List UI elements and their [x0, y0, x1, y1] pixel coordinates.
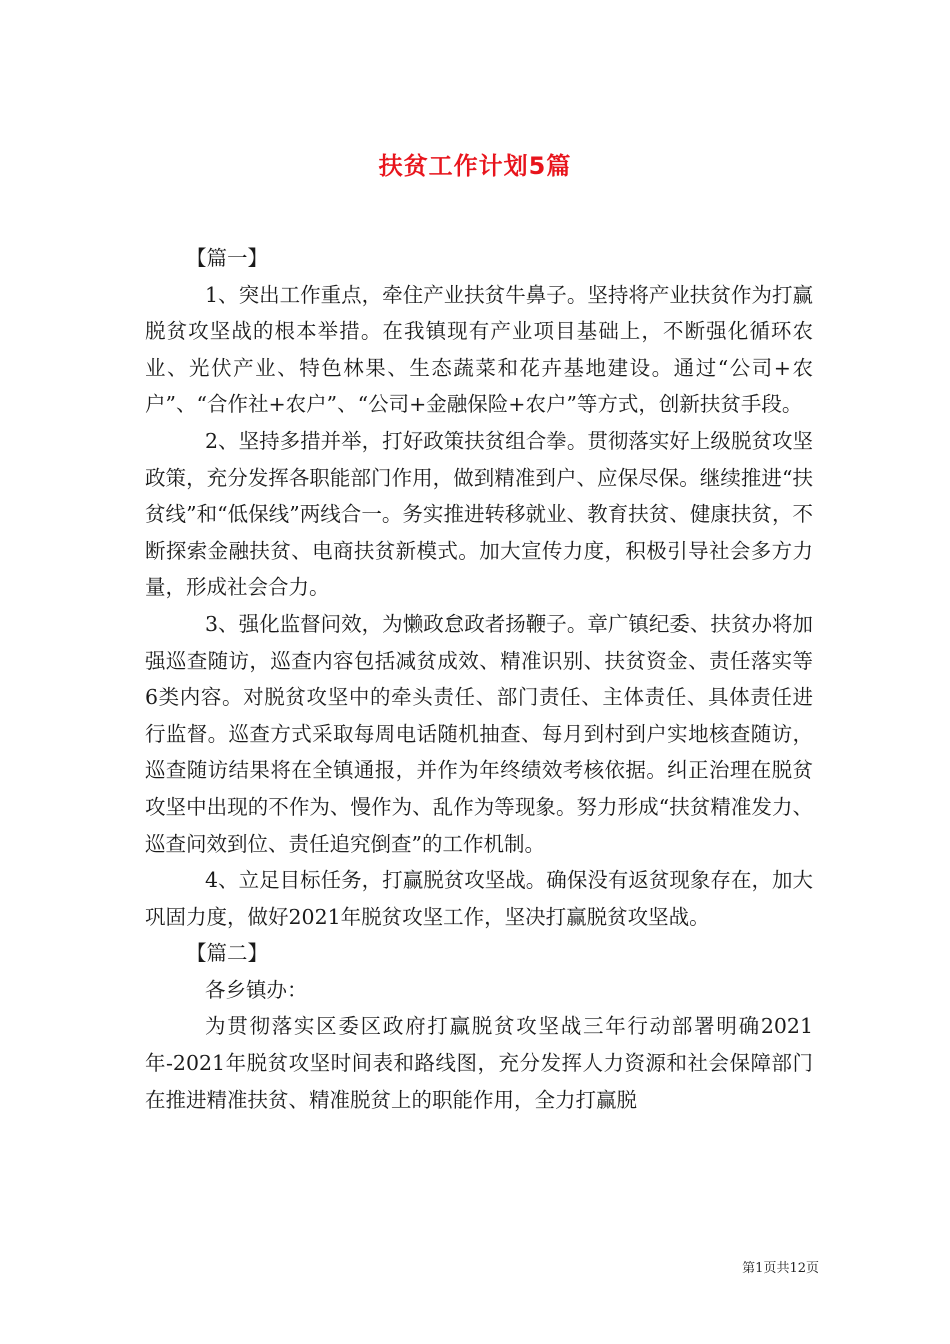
body-paragraph: 为贯彻落实区委区政府打赢脱贫攻坚战三年行动部署明确2021年-2021年脱贫攻坚时间表和路线图，充分发挥人力资源和社会保障部门在推进精准扶贫、精准脱贫上的职能作用，全力打赢脱 — [145, 1014, 813, 1112]
document-body — [145, 240, 813, 1118]
document-title: 扶贫工作计划5篇 — [378, 152, 572, 181]
body-paragraph: 4、立足目标任务，打赢脱贫攻坚战。确保没有返贫现象存在，加大巩固力度，做好2021年脱贫攻坚工作，坚决打赢脱贫攻坚战。 — [145, 868, 813, 929]
body-paragraph: 1、突出工作重点，牵住产业扶贫牛鼻子。坚持将产业扶贫作为打赢脱贫攻坚战的根本举措。在我镇现有产业项目基础上，不断强化循环农业、光伏产业、特色林果、生态蔬菜和花卉基地建设。通过“公司+农户”、“合作社+农户”、“公司+金融保险+农户”等方式，创新扶贫手段。 — [145, 282, 813, 417]
body-paragraph: 2、坚持多措并举，打好政策扶贫组合拳。贯彻落实好上级脱贫攻坚政策，充分发挥各职能部门作用，做到精准到户、应保尽保。继续推进“扶贫线”和“低保线”两线合一。务实推进转移就业、教育扶贫、健康扶贫，不断探索金融扶贫、电商扶贫新模式。加大宣传力度，积极引导社会多方力量，形成社会合力。 — [145, 428, 813, 600]
salutation: 各乡镇办： — [205, 977, 308, 1002]
section-heading: 【篇二】 — [186, 941, 268, 966]
section-heading: 【篇一】 — [186, 246, 268, 270]
body-paragraph: 3、强化监督问效，为懒政怠政者扬鞭子。章广镇纪委、扶贫办将加强巡查随访，巡查内容包括减贫成效、精准识别、扶贫资金、责任落实等6类内容。对脱贫攻坚中的牵头责任、部门责任、主体责任、具体责任进行监督。巡查方式采取每周电话随机抽查、每月到村到户实地核查随访，巡查随访结果将在全镇通报，并作为年终绩效考核依据。纠正治理在脱贫攻坚中出现的不作为、慢作为、乱作为等现象。努力形成“扶贫精准发力、巡查问效到位、责任追究倒查”的工作机制。 — [145, 611, 813, 856]
page-number: 第1页共12页 — [742, 1261, 819, 1276]
